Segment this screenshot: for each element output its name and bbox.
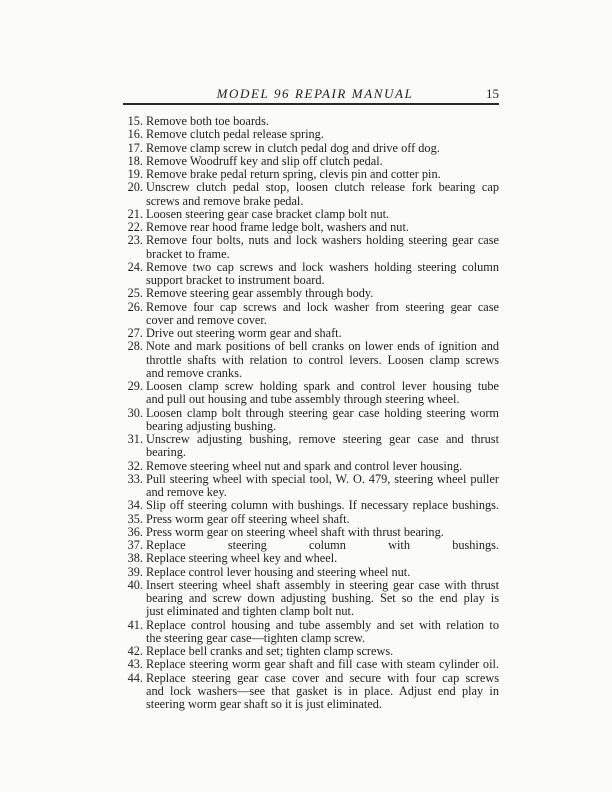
list-item bbox=[123, 473, 499, 500]
step-number: 37. bbox=[127, 538, 143, 552]
step-text-line: Drive out steering worm gear and shaft. bbox=[146, 326, 342, 340]
step-number: 29. bbox=[127, 379, 143, 393]
step-text-line: bracket to frame. bbox=[146, 246, 230, 261]
step-number: 28. bbox=[127, 339, 143, 354]
list-item bbox=[123, 327, 499, 340]
step-text-line: Remove two cap screws and lock washers holding steering column bbox=[146, 259, 499, 274]
step-number: 22. bbox=[127, 220, 143, 234]
list-item bbox=[123, 672, 499, 712]
step-text-line: Remove four cap screws and lock washer from steering gear case bbox=[146, 299, 499, 314]
step-text-line: support bracket to instrument board. bbox=[146, 273, 325, 287]
step-text-line: Insert steering wheel shaft assembly in steering gear case with thrust bbox=[146, 577, 499, 592]
step-text-line: Replace control housing and tube assembly and set with relation to bbox=[146, 617, 499, 632]
step-text-line: Remove both toe boards. bbox=[146, 114, 269, 128]
list-item bbox=[123, 221, 499, 234]
step-text-line: Slip off steering column with bushings. If necessary replace bushings. bbox=[146, 498, 499, 513]
step-number: 21. bbox=[127, 206, 143, 221]
step-number: 31. bbox=[127, 432, 143, 446]
step-text-line: bearing and screw down adjusting bushing. Set so the end play is bbox=[146, 591, 499, 605]
page-title: MODEL 96 REPAIR MANUAL bbox=[216, 86, 414, 101]
step-number: 40. bbox=[127, 577, 143, 592]
step-text-line: just eliminated and tighten clamp bolt nut. bbox=[146, 604, 354, 619]
list-item bbox=[123, 380, 499, 407]
step-text-line: Loosen clamp bolt through steering gear case holding steering worm bbox=[146, 405, 499, 420]
step-number: 43. bbox=[127, 657, 143, 672]
step-text-line: Remove clutch pedal release spring. bbox=[146, 127, 324, 142]
step-text-line: Unscrew clutch pedal stop, loosen clutch release fork bearing cap bbox=[146, 180, 499, 195]
list-item bbox=[123, 433, 499, 460]
list-item bbox=[123, 579, 499, 619]
step-text-line: Press worm gear on steering wheel shaft with thrust bearing. bbox=[146, 524, 444, 539]
step-text-line: Remove Woodruff key and slip off clutch pedal. bbox=[146, 153, 383, 168]
step-number: 41. bbox=[127, 617, 143, 632]
list-item bbox=[123, 513, 499, 526]
list-item bbox=[123, 261, 499, 288]
step-number: 19. bbox=[127, 167, 143, 181]
list-item bbox=[123, 115, 499, 128]
list-item bbox=[123, 526, 499, 539]
page-number: 15 bbox=[486, 86, 499, 101]
step-number: 16. bbox=[127, 127, 143, 142]
list-item bbox=[123, 552, 499, 565]
step-number: 33. bbox=[127, 471, 143, 486]
step-number: 23. bbox=[127, 233, 143, 248]
step-number: 38. bbox=[127, 551, 143, 566]
list-item bbox=[123, 287, 499, 300]
step-number: 36. bbox=[127, 524, 143, 539]
step-text-line: Remove steering gear assembly through body. bbox=[146, 286, 374, 301]
step-text-line: Unscrew adjusting bushing, remove steering gear case and thrust bbox=[146, 432, 499, 446]
list-item bbox=[123, 460, 499, 473]
step-text-line: bearing. bbox=[146, 445, 186, 460]
list-item bbox=[123, 658, 499, 671]
list-item bbox=[123, 645, 499, 658]
list-item bbox=[123, 155, 499, 168]
step-text-line: Press worm gear off steering wheel shaft. bbox=[146, 511, 350, 526]
step-text-line: and lock washers—see that gasket is in place. Adjust end play in bbox=[146, 683, 499, 698]
step-number: 30. bbox=[127, 405, 143, 420]
step-text-line: Note and mark positions of bell cranks on lower ends of ignition and bbox=[146, 339, 499, 354]
step-text-line: Remove brake pedal return spring, clevis pin and cotter pin. bbox=[146, 167, 441, 181]
step-text-line: Remove steering wheel nut and spark and control lever housing. bbox=[146, 458, 463, 473]
list-item bbox=[123, 619, 499, 646]
step-text-line: steering worm gear shaft so it is just eliminated. bbox=[146, 697, 382, 711]
step-number: 39. bbox=[127, 564, 143, 579]
step-text-line: the steering gear case—tighten clamp screw. bbox=[146, 630, 366, 645]
step-number: 34. bbox=[127, 498, 143, 513]
step-text-line: Replace bell cranks and set; tighten clamp screws. bbox=[146, 644, 394, 658]
step-number: 26. bbox=[127, 299, 143, 314]
step-number: 15. bbox=[127, 114, 143, 128]
step-text-line: Pull steering wheel with special tool, W. O. 479, steering wheel puller bbox=[146, 471, 499, 486]
step-number: 17. bbox=[127, 140, 143, 155]
step-text-line: and remove cranks. bbox=[146, 365, 242, 380]
step-text-line: Remove four bolts, nuts and lock washers holding steering gear case bbox=[146, 233, 499, 248]
step-text-line: Loosen clamp screw holding spark and control lever housing tube bbox=[146, 379, 499, 393]
step-number: 24. bbox=[127, 259, 143, 274]
step-text-line: and remove key. bbox=[146, 485, 227, 499]
list-item bbox=[123, 234, 499, 261]
list-item bbox=[123, 499, 499, 512]
step-number: 44. bbox=[127, 670, 143, 685]
list-item bbox=[123, 407, 499, 434]
list-item bbox=[123, 181, 499, 208]
list-item bbox=[123, 539, 499, 552]
step-number: 32. bbox=[127, 458, 143, 473]
list-item bbox=[123, 340, 499, 380]
step-text-line: cover and remove cover. bbox=[146, 312, 267, 327]
step-text-line: Replace steering worm gear shaft and fill case with steam cylinder oil. bbox=[146, 657, 499, 672]
running-header bbox=[123, 86, 499, 104]
procedure-list bbox=[123, 115, 499, 711]
list-item bbox=[123, 128, 499, 141]
step-number: 42. bbox=[127, 644, 143, 658]
step-text-line: Remove rear hood frame ledge bolt, washers and nut. bbox=[146, 220, 409, 234]
step-text-line: bearing adjusting bushing. bbox=[146, 418, 277, 433]
step-number: 27. bbox=[127, 326, 143, 340]
step-text-line: Remove clamp screw in clutch pedal dog and drive off dog. bbox=[146, 140, 440, 155]
list-item bbox=[123, 168, 499, 181]
list-item bbox=[123, 301, 499, 328]
step-text-line: Replace steering wheel key and wheel. bbox=[146, 551, 338, 566]
step-text-line: and pull out housing and tube assembly through steering wheel. bbox=[146, 392, 460, 407]
step-number: 35. bbox=[127, 511, 143, 526]
list-item bbox=[123, 142, 499, 155]
step-text-line: throttle shafts with relation to control levers. Loosen clamp screws bbox=[146, 352, 499, 367]
step-text-line: Replace steering column with bushings. bbox=[146, 538, 499, 552]
list-item bbox=[123, 566, 499, 579]
step-number: 25. bbox=[127, 286, 143, 301]
step-text-line: Replace steering gear case cover and secure with four cap screws bbox=[146, 670, 499, 685]
header-rule bbox=[123, 103, 499, 105]
step-number: 18. bbox=[127, 153, 143, 168]
step-number: 20. bbox=[127, 180, 143, 195]
list-item bbox=[123, 208, 499, 221]
step-text-line: screws and remove brake pedal. bbox=[146, 193, 304, 208]
step-text-line: Loosen steering gear case bracket clamp bolt nut. bbox=[146, 206, 390, 221]
step-text-line: Replace control lever housing and steering wheel nut. bbox=[146, 564, 411, 579]
